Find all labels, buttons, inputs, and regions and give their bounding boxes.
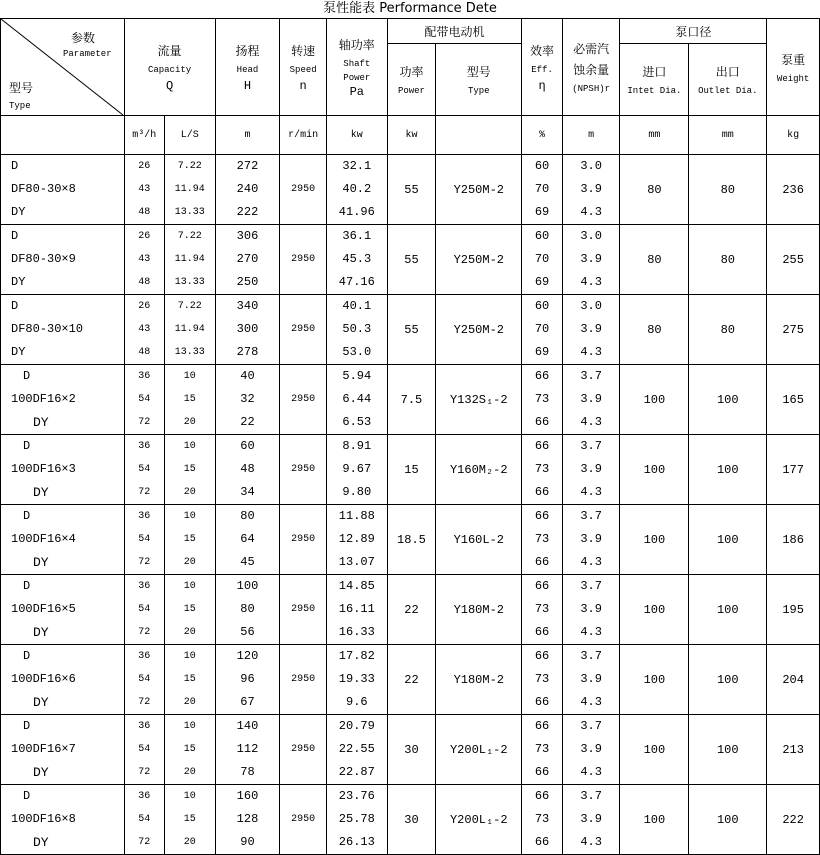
outlet-cell: 100 [689, 645, 767, 715]
inlet-cell: 100 [620, 365, 689, 435]
model-cell: D 100DF16×5 DY [1, 575, 125, 645]
outlet-cell: 100 [689, 505, 767, 575]
npsh-cell: 3.7 3.9 4.3 [562, 435, 620, 505]
param-type-header [1, 19, 125, 116]
motor-type-cell: Y250M-2 [436, 155, 522, 225]
unit-npsh: m [562, 116, 620, 155]
weight-cell: 213 [767, 715, 820, 785]
efficiency-cell: 66 73 66 [522, 575, 562, 645]
table-row [1, 295, 820, 365]
param-cn-label: 参数 [71, 31, 96, 45]
type-en-label: Type [9, 101, 31, 111]
weight-cell: 195 [767, 575, 820, 645]
shaft-power-cell: 5.94 6.44 6.53 [326, 365, 387, 435]
unit-inlet: mm [620, 116, 689, 155]
speed-cell: 2950 [280, 575, 327, 645]
efficiency-cell: 66 73 66 [522, 365, 562, 435]
weight-cell: 255 [767, 225, 820, 295]
model-cell: D 100DF16×2 DY [1, 365, 125, 435]
model-cell: D 100DF16×6 DY [1, 645, 125, 715]
speed-cell: 2950 [280, 435, 327, 505]
motor-type-cell: Y180M-2 [436, 575, 522, 645]
npsh-cell: 3.7 3.9 4.3 [562, 575, 620, 645]
inlet-cell: 80 [620, 295, 689, 365]
outlet-cell: 80 [689, 295, 767, 365]
npsh-cell: 3.7 3.9 4.3 [562, 365, 620, 435]
inlet-cell: 100 [620, 645, 689, 715]
model-cell: D 100DF16×4 DY [1, 505, 125, 575]
table-row [1, 505, 820, 575]
model-cell: D 100DF16×3 DY [1, 435, 125, 505]
head-cell: 340 300 278 [215, 295, 280, 365]
weight-cell: 186 [767, 505, 820, 575]
motor-type-header: 型号 Type [436, 44, 522, 116]
unit-motor: kw [387, 116, 436, 155]
motor-type-cell: Y160L-2 [436, 505, 522, 575]
outlet-cell: 100 [689, 435, 767, 505]
npsh-cell: 3.0 3.9 4.3 [562, 155, 620, 225]
motor-type-cell: Y250M-2 [436, 225, 522, 295]
unit-pa: kw [326, 116, 387, 155]
motor-type-cell: Y160M₂-2 [436, 435, 522, 505]
motor-header: 配带电动机 [387, 19, 522, 44]
outlet-cell: 100 [689, 575, 767, 645]
capacity-m3h-cell: 36 54 72 [124, 785, 164, 855]
inlet-cell: 100 [620, 785, 689, 855]
speed-cell: 2950 [280, 645, 327, 715]
shaft-power-cell: 11.88 12.89 13.07 [326, 505, 387, 575]
bore-header: 泵口径 [620, 19, 767, 44]
speed-cell: 2950 [280, 505, 327, 575]
motor-power-cell: 15 [387, 435, 436, 505]
unit-n: r/min [280, 116, 327, 155]
inlet-cell: 80 [620, 225, 689, 295]
efficiency-cell: 66 73 66 [522, 715, 562, 785]
unit-weight: kg [767, 116, 820, 155]
shaft-power-cell: 40.1 50.3 53.0 [326, 295, 387, 365]
npsh-cell: 3.7 3.9 4.3 [562, 785, 620, 855]
capacity-m3h-cell: 36 54 72 [124, 365, 164, 435]
motor-type-cell: Y200L₁-2 [436, 785, 522, 855]
motor-power-cell: 22 [387, 645, 436, 715]
unit-h: m [215, 116, 280, 155]
weight-cell: 222 [767, 785, 820, 855]
shaft-power-cell: 32.1 40.2 41.96 [326, 155, 387, 225]
capacity-ls-cell: 10 15 20 [164, 785, 215, 855]
weight-cell: 236 [767, 155, 820, 225]
speed-header: 转速 Speed n [280, 19, 327, 116]
capacity-ls-cell: 7.22 11.94 13.33 [164, 225, 215, 295]
motor-power-cell: 55 [387, 295, 436, 365]
head-header: 扬程 Head H [215, 19, 280, 116]
efficiency-cell: 66 73 66 [522, 645, 562, 715]
motor-power-header: 功率 Power [387, 44, 436, 116]
motor-power-cell: 30 [387, 715, 436, 785]
model-cell: D DF80-30×8 DY [1, 155, 125, 225]
shaft-power-cell: 8.91 9.67 9.80 [326, 435, 387, 505]
model-cell: D DF80-30×10 DY [1, 295, 125, 365]
table-row [1, 715, 820, 785]
head-cell: 306 270 250 [215, 225, 280, 295]
unit-outlet: mm [689, 116, 767, 155]
efficiency-cell: 60 70 69 [522, 225, 562, 295]
inlet-cell: 100 [620, 575, 689, 645]
unit-blank [1, 116, 125, 155]
page-title: 泵性能表 Performance Dete [323, 1, 497, 16]
table-row [1, 225, 820, 295]
head-cell: 80 64 45 [215, 505, 280, 575]
inlet-cell: 100 [620, 715, 689, 785]
efficiency-cell: 66 73 66 [522, 505, 562, 575]
inlet-cell: 100 [620, 505, 689, 575]
efficiency-cell: 60 70 69 [522, 155, 562, 225]
speed-cell: 2950 [280, 365, 327, 435]
capacity-ls-cell: 7.22 11.94 13.33 [164, 295, 215, 365]
table-row [1, 365, 820, 435]
weight-header: 泵重 Weight [767, 19, 820, 116]
capacity-m3h-cell: 36 54 72 [124, 435, 164, 505]
capacity-m3h-cell: 26 43 48 [124, 155, 164, 225]
unit-eff: % [522, 116, 562, 155]
model-cell: D 100DF16×8 DY [1, 785, 125, 855]
motor-type-cell: Y180M-2 [436, 645, 522, 715]
motor-power-cell: 55 [387, 225, 436, 295]
weight-cell: 177 [767, 435, 820, 505]
shaft-power-cell: 20.79 22.55 22.87 [326, 715, 387, 785]
head-cell: 272 240 222 [215, 155, 280, 225]
capacity-header: 流量 Capacity Q [124, 19, 215, 116]
npsh-header: 必需汽 蚀余量 (NPSH)r [562, 19, 620, 116]
shaft-power-cell: 36.1 45.3 47.16 [326, 225, 387, 295]
outlet-cell: 100 [689, 785, 767, 855]
model-cell: D 100DF16×7 DY [1, 715, 125, 785]
speed-cell: 2950 [280, 715, 327, 785]
capacity-m3h-cell: 36 54 72 [124, 715, 164, 785]
motor-type-cell: Y132S₁-2 [436, 365, 522, 435]
capacity-m3h-cell: 26 43 48 [124, 295, 164, 365]
table-row [1, 435, 820, 505]
unit-q1: m³/h [124, 116, 164, 155]
outlet-header: 出口 Outlet Dia. [689, 44, 767, 116]
outlet-cell: 80 [689, 225, 767, 295]
table-row [1, 575, 820, 645]
table-row [1, 155, 820, 225]
shaft-power-header: 轴功率 Shaft Power Pa [326, 19, 387, 116]
speed-cell: 2950 [280, 295, 327, 365]
inlet-cell: 100 [620, 435, 689, 505]
efficiency-cell: 66 73 66 [522, 785, 562, 855]
motor-power-cell: 22 [387, 575, 436, 645]
head-cell: 120 96 67 [215, 645, 280, 715]
capacity-ls-cell: 10 15 20 [164, 575, 215, 645]
npsh-cell: 3.7 3.9 4.3 [562, 505, 620, 575]
weight-cell: 275 [767, 295, 820, 365]
motor-power-cell: 30 [387, 785, 436, 855]
weight-cell: 165 [767, 365, 820, 435]
outlet-cell: 100 [689, 715, 767, 785]
efficiency-cell: 66 73 66 [522, 435, 562, 505]
motor-type-cell: Y250M-2 [436, 295, 522, 365]
weight-cell: 204 [767, 645, 820, 715]
model-cell: D DF80-30×9 DY [1, 225, 125, 295]
shaft-power-cell: 17.82 19.33 9.6 [326, 645, 387, 715]
type-cn-label: 型号 [9, 81, 34, 95]
unit-q2: L/S [164, 116, 215, 155]
inlet-cell: 80 [620, 155, 689, 225]
npsh-cell: 3.0 3.9 4.3 [562, 225, 620, 295]
unit-type-blank [436, 116, 522, 155]
capacity-ls-cell: 10 15 20 [164, 435, 215, 505]
head-cell: 160 128 90 [215, 785, 280, 855]
capacity-ls-cell: 10 15 20 [164, 505, 215, 575]
head-cell: 140 112 78 [215, 715, 280, 785]
capacity-ls-cell: 10 15 20 [164, 365, 215, 435]
outlet-cell: 100 [689, 365, 767, 435]
inlet-header: 进口 Intet Dia. [620, 44, 689, 116]
capacity-ls-cell: 7.22 11.94 13.33 [164, 155, 215, 225]
performance-table [0, 18, 820, 855]
units-row [1, 116, 820, 155]
shaft-power-cell: 23.76 25.78 26.13 [326, 785, 387, 855]
motor-power-cell: 7.5 [387, 365, 436, 435]
capacity-ls-cell: 10 15 20 [164, 645, 215, 715]
head-cell: 40 32 22 [215, 365, 280, 435]
capacity-m3h-cell: 36 54 72 [124, 575, 164, 645]
outlet-cell: 80 [689, 155, 767, 225]
motor-type-cell: Y200L₁-2 [436, 715, 522, 785]
speed-cell: 2950 [280, 225, 327, 295]
shaft-power-cell: 14.85 16.11 16.33 [326, 575, 387, 645]
npsh-cell: 3.7 3.9 4.3 [562, 645, 620, 715]
head-cell: 100 80 56 [215, 575, 280, 645]
capacity-m3h-cell: 36 54 72 [124, 505, 164, 575]
capacity-m3h-cell: 26 43 48 [124, 225, 164, 295]
table-row [1, 785, 820, 855]
capacity-ls-cell: 10 15 20 [164, 715, 215, 785]
efficiency-cell: 60 70 69 [522, 295, 562, 365]
speed-cell: 2950 [280, 155, 327, 225]
efficiency-header: 效率 Eff. η [522, 19, 562, 116]
npsh-cell: 3.7 3.9 4.3 [562, 715, 620, 785]
head-cell: 60 48 34 [215, 435, 280, 505]
motor-power-cell: 18.5 [387, 505, 436, 575]
capacity-m3h-cell: 36 54 72 [124, 645, 164, 715]
speed-cell: 2950 [280, 785, 327, 855]
motor-power-cell: 55 [387, 155, 436, 225]
param-en-label-2: Parameter [63, 49, 112, 59]
npsh-cell: 3.0 3.9 4.3 [562, 295, 620, 365]
table-row [1, 645, 820, 715]
